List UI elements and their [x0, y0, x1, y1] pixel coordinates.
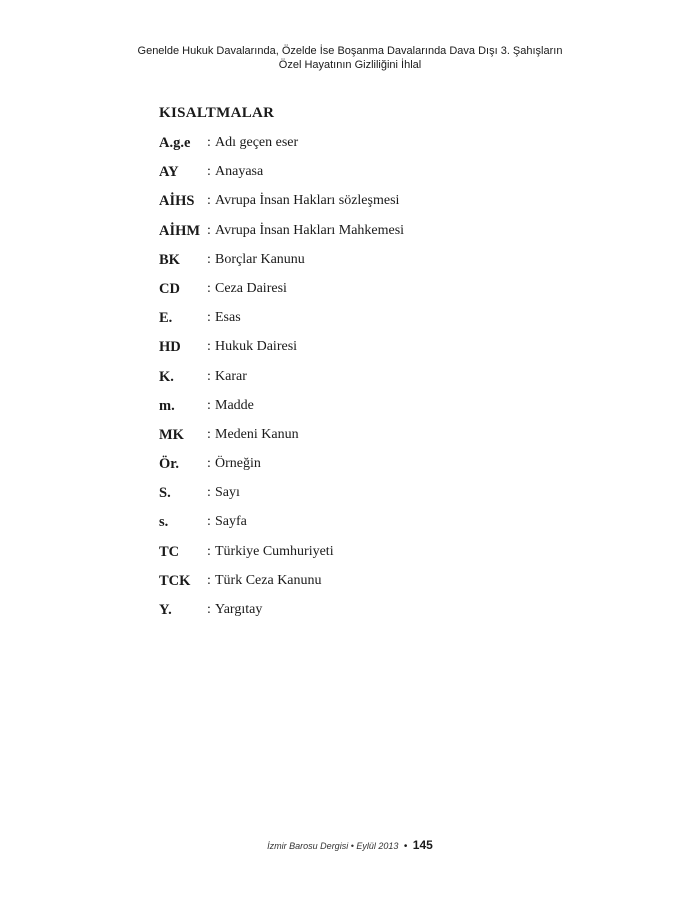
abbreviation-row [159, 483, 619, 512]
abbreviation-row [159, 337, 619, 366]
abbreviation-colon: : [207, 485, 211, 501]
abbreviation-definition: Karar [215, 368, 247, 384]
abbreviation-term: MK [159, 426, 184, 443]
abbreviation-term: AİHM [159, 222, 201, 239]
abbreviation-colon: : [207, 310, 211, 326]
abbreviation-row [159, 425, 619, 454]
abbreviation-term: TC [159, 543, 180, 560]
footer-journal: İzmir Barosu Dergisi • Eylül 2013 [267, 841, 399, 851]
abbreviation-colon: : [207, 514, 211, 530]
abbreviation-term: m. [159, 397, 175, 414]
page-footer [0, 836, 700, 854]
abbreviation-definition: Türk Ceza Kanunu [215, 572, 322, 588]
section-title: KISALTMALAR [159, 105, 275, 121]
abbreviation-term: AY [159, 164, 179, 181]
abbreviations-section [159, 104, 619, 629]
abbreviation-row [159, 308, 619, 337]
abbreviation-colon: : [207, 368, 211, 384]
abbreviation-row [159, 600, 619, 629]
abbreviation-colon: : [207, 280, 211, 296]
abbreviation-term: HD [159, 339, 181, 356]
abbreviation-colon: : [207, 135, 211, 150]
abbreviation-colon: : [207, 602, 211, 617]
abbreviation-term: AİHS [159, 193, 195, 210]
abbreviation-colon: : [207, 456, 211, 472]
abbreviation-term: CD [159, 280, 180, 297]
abbreviation-colon: : [207, 164, 211, 180]
abbreviation-row [159, 571, 619, 600]
abbreviation-colon: : [207, 193, 211, 209]
abbreviation-definition: Avrupa İnsan Hakları sözleşmesi [215, 193, 400, 209]
page-number: 145 [412, 838, 433, 852]
abbreviation-definition: Borçlar Kanunu [215, 251, 305, 267]
abbreviation-row [159, 133, 619, 162]
abbreviation-colon: : [207, 397, 211, 413]
abbreviation-row [159, 279, 619, 308]
abbreviation-term: Y. [159, 602, 172, 618]
abbreviation-definition: Anayasa [215, 164, 264, 180]
abbreviation-colon: : [207, 339, 211, 355]
abbreviation-term: E. [159, 310, 173, 327]
abbreviation-colon: : [207, 222, 211, 238]
abbreviation-term: S. [159, 485, 171, 502]
running-header-line-2: Özel Hayatının Gizliliğini İhlal [278, 59, 422, 71]
abbreviation-list [159, 133, 619, 629]
abbreviation-definition: Madde [215, 397, 254, 413]
abbreviation-row [159, 191, 619, 220]
abbreviation-row [159, 367, 619, 396]
abbreviation-term: A.g.e [159, 135, 191, 151]
abbreviation-row [159, 542, 619, 571]
abbreviation-definition: Hukuk Dairesi [215, 339, 298, 355]
abbreviation-term: K. [159, 368, 174, 385]
abbreviation-term: Ör. [159, 456, 180, 473]
abbreviation-colon: : [207, 251, 211, 267]
abbreviation-definition: Sayı [215, 485, 240, 501]
abbreviation-term: s. [159, 514, 169, 531]
abbreviation-definition: Avrupa İnsan Hakları Mahkemesi [215, 222, 405, 238]
abbreviation-row [159, 250, 619, 279]
abbreviation-row [159, 221, 619, 250]
abbreviation-colon: : [207, 572, 211, 588]
abbreviation-row [159, 454, 619, 483]
abbreviation-row [159, 396, 619, 425]
abbreviation-definition: Adı geçen eser [215, 135, 299, 150]
abbreviation-definition: Türkiye Cumhuriyeti [215, 543, 334, 559]
abbreviation-colon: : [207, 543, 211, 559]
running-header [0, 44, 700, 72]
abbreviation-row [159, 162, 619, 191]
abbreviation-definition: Sayfa [215, 514, 247, 530]
running-header-line-1: Genelde Hukuk Davalarında, Özelde İse Boşanma Davalarında Dava Dışı 3. Şahışların [137, 45, 563, 57]
abbreviation-definition: Medeni Kanun [215, 426, 299, 442]
abbreviation-colon: : [207, 426, 211, 442]
abbreviation-definition: Ceza Dairesi [215, 280, 287, 296]
abbreviation-definition: Yargıtay [215, 602, 263, 617]
abbreviation-term: TCK [159, 572, 191, 589]
abbreviation-row [159, 512, 619, 541]
abbreviation-term: BK [159, 251, 180, 268]
abbreviation-definition: Esas [215, 310, 241, 326]
footer-separator: • [403, 841, 408, 852]
abbreviation-definition: Örneğin [215, 456, 261, 472]
